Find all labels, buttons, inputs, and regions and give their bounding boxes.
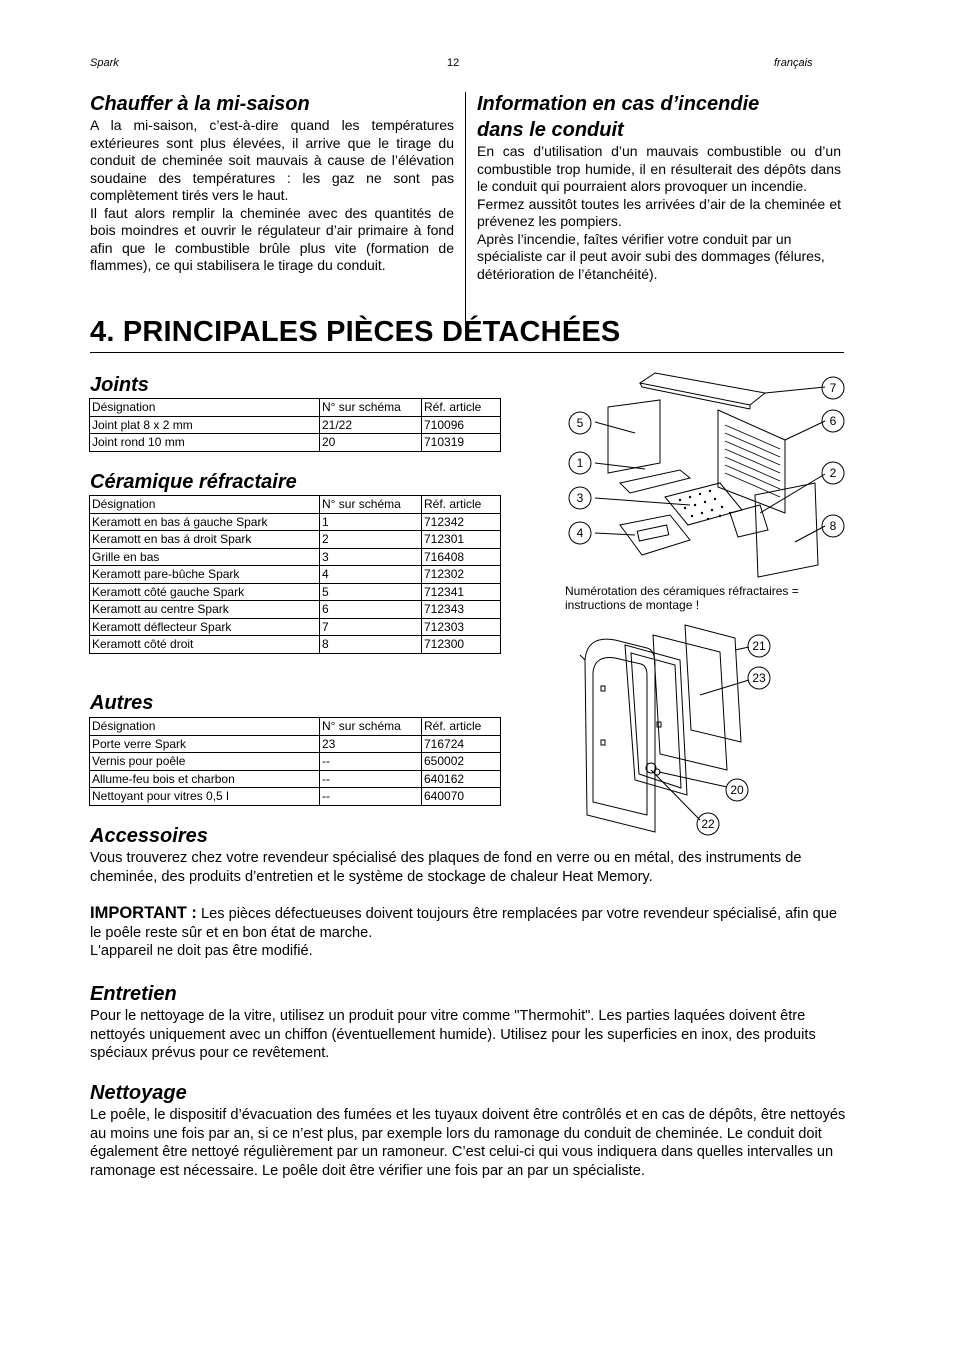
section-nettoyage <box>90 1080 846 1180</box>
back-centre-part <box>718 410 785 513</box>
diagram-label: 22 <box>701 817 715 831</box>
table-row: Keramott pare-bûche Spark 4 712302 <box>90 566 501 584</box>
bottom-right-part <box>730 505 768 537</box>
diagram-label: 1 <box>576 456 584 470</box>
section-title: Entretien <box>90 983 177 1005</box>
header-language: français <box>774 57 813 69</box>
paragraph: A la mi-saison, c’est-à-dire quand les températures extérieures sont plus élevées, il arrive que le tirage du conduit de cheminée soit mauvais à cause de l’élévation soudaine des températures : les gaz ne sont pas complètement tirés vers le haut. <box>90 117 454 203</box>
table-row: Porte verre Spark 23 716724 <box>90 735 501 753</box>
glass-gasket <box>685 625 741 742</box>
diagram-label: 4 <box>576 526 584 540</box>
diagram-label: 23 <box>752 671 766 685</box>
autres-table <box>89 717 501 806</box>
table-row: Keramott côté gauche Spark 5 712341 <box>90 583 501 601</box>
table-row: Keramott côté droit 8 712300 <box>90 636 501 654</box>
section-title-autres: Autres <box>90 692 154 714</box>
section-title-joints: Joints <box>90 374 149 396</box>
section-incendie <box>477 91 841 283</box>
diagram-label: 7 <box>829 381 837 395</box>
table-row: Joint rond 10 mm 20 710319 <box>90 434 501 452</box>
paragraph: Après l’incendie, faîtes vérifier votre conduit par un spécialiste car il peut avoir subi des dommages (félures, détérioration de l’étanchéité). <box>477 230 825 282</box>
joints-table <box>89 398 501 452</box>
paragraph: Le poêle, le dispositif d’évacuation des fumées et les tuyaux doivent être contrôlés et en cas de dépôts, être nettoyés au moins une fois par an, si ce n’est plus, par exemple lors du ramonage du conduit de cheminée. Le conduit doit également être nettoyé régulièrement par un ramoneur. C’est celui-ci qui vous indiquera dans quelles intervalles un ramonage est nécessaire. Le poêle doit être vérifier une fois par an par un spécialiste. <box>90 1107 846 1179</box>
important-label: IMPORTANT : <box>90 904 197 922</box>
page-number: 12 <box>447 57 460 69</box>
column-divider <box>465 92 466 324</box>
section-title-ceramique: Céramique réfractaire <box>90 471 297 493</box>
paragraph: Pour le nettoyage de la vitre, utilisez un produit pour vitre comme "Thermohit". Les parties laquées doivent être nettoyés uniquement avec un chiffon (éventuellement humide). Utilisez pour les superficies en inox, des produits spéciaux prévus pour ce revêtement. <box>90 1008 816 1061</box>
section-title: Information en cas d’incendie dans le conduit <box>477 93 760 141</box>
table-row: Allume-feu bois et charbon -- 640162 <box>90 770 501 788</box>
paragraph: En cas d’utilisation d’un mauvais combustible ou d’un combustible trop humide, il en résulterait des dépôts dans le conduit qui pourraient alors provoquer un incendie. <box>477 143 841 194</box>
diagram-caption: Numérotation des céramiques réfractaires = instructions de montage ! <box>565 584 799 612</box>
ceramique-table <box>89 495 501 654</box>
table-header-row: Désignation N° sur schéma Réf. article <box>90 399 501 417</box>
diagram-label: 21 <box>752 639 766 653</box>
title-underline <box>90 352 844 353</box>
ceramics-exploded-diagram <box>560 365 860 585</box>
section-entretien <box>90 981 846 1063</box>
table-row: Nettoyant pour vitres 0,5 l -- 640070 <box>90 788 501 806</box>
diagram-label: 8 <box>829 519 837 533</box>
left-side-part <box>608 400 660 473</box>
section-accessoires <box>90 823 846 961</box>
table-row: Keramott en bas á gauche Spark 1 712342 <box>90 513 501 531</box>
diagram-label: 5 <box>576 416 584 430</box>
table-row: Keramott en bas á droit Spark 2 712301 <box>90 531 501 549</box>
paragraph: Vous trouverez chez votre revendeur spécialisé des plaques de fond en verre ou en métal, des instruments de cheminée, des produits d’entretien et le système de stockage de chaleur Heat Memory. <box>90 850 802 885</box>
diagram-label: 3 <box>576 491 584 505</box>
bottom-left-part <box>620 470 690 493</box>
page-title: 4. PRINCIPALES PIÈCES DÉTACHÉES <box>90 316 621 348</box>
diagram-label: 6 <box>829 414 837 428</box>
table-row: Vernis pour poêle -- 650002 <box>90 753 501 771</box>
section-title: Accessoires <box>90 825 208 847</box>
important-paragraph: IMPORTANT : Les pièces défectueuses doivent toujours être remplacées par votre revendeur spécialisé, afin que le poêle reste sûr et en bon état de marche. <box>90 904 838 941</box>
table-header-row: Désignation N° sur schéma Réf. article <box>90 718 501 736</box>
section-mi-saison <box>90 91 454 275</box>
paragraph: L'appareil ne doit pas être modifié. <box>90 943 313 959</box>
table-row: Grille en bas 3 716408 <box>90 548 501 566</box>
table-row: Keramott déflecteur Spark 7 712303 <box>90 618 501 636</box>
paragraph: Il faut alors remplir la cheminée avec des quantités de bois moindres et ouvrir le régulateur d’air primaire à fond afin que le combustible brûle plus vite (formation de flammes), ce qui stabilisera le tirage du conduit. <box>90 204 454 273</box>
door-exploded-diagram <box>575 620 785 845</box>
section-title: Chauffer à la mi-saison <box>90 93 310 115</box>
section-title: Nettoyage <box>90 1082 187 1104</box>
table-row: Joint plat 8 x 2 mm 21/22 710096 <box>90 416 501 434</box>
diagram-label: 2 <box>829 466 837 480</box>
table-row: Keramott au centre Spark 6 712343 <box>90 601 501 619</box>
paragraph: Fermez aussitôt toutes les arrivées d’air de la cheminée et prévenez les pompiers. <box>477 195 841 229</box>
diagram-label: 20 <box>730 783 744 797</box>
header-product: Spark <box>90 57 119 69</box>
table-header-row: Désignation N° sur schéma Réf. article <box>90 496 501 514</box>
